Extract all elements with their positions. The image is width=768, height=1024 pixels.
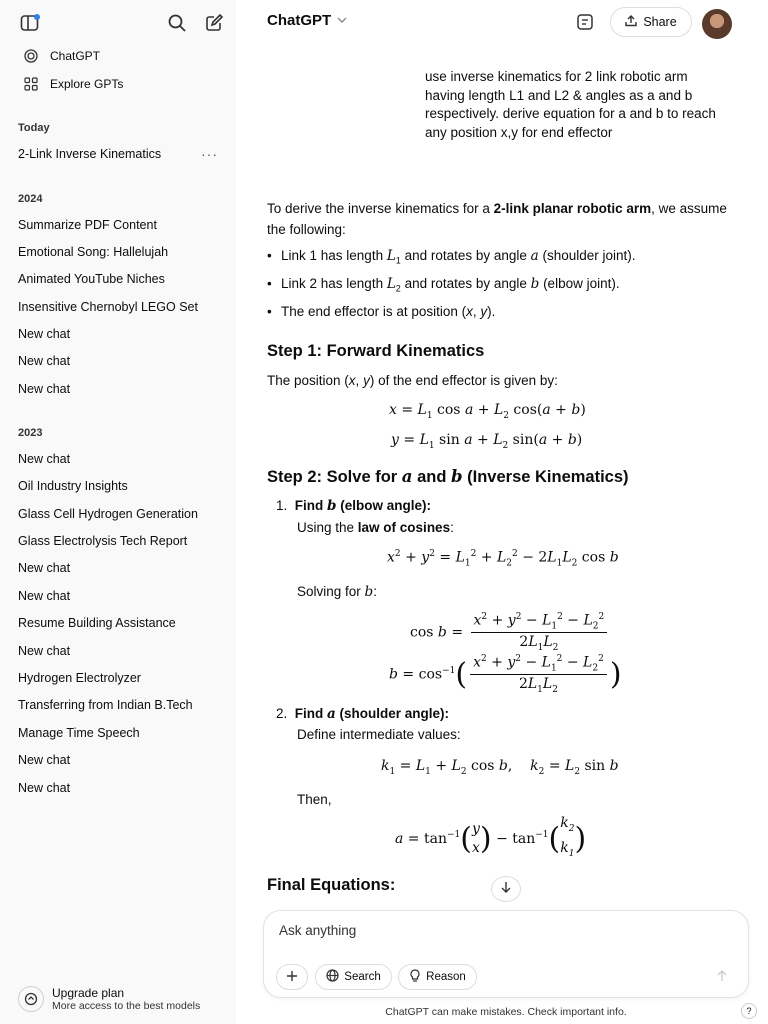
share-button[interactable] — [610, 7, 692, 37]
chat-item[interactable]: New chat — [18, 452, 71, 466]
chat-item[interactable]: Oil Industry Insights — [18, 479, 128, 493]
disclaimer: ChatGPT can make mistakes. Check important info. — [385, 1006, 627, 1018]
plus-icon — [286, 970, 298, 985]
new-chat-icon[interactable] — [202, 11, 226, 35]
step2-heading: Step 2: Solve for a and b (Inverse Kinematics) — [267, 467, 629, 486]
search-icon[interactable] — [165, 11, 189, 35]
chat-item[interactable]: Resume Building Assistance — [18, 616, 176, 630]
grid-icon — [20, 77, 42, 91]
avatar[interactable] — [702, 9, 732, 39]
model-name: ChatGPT — [267, 12, 332, 29]
scroll-down-button[interactable] — [491, 876, 521, 902]
share-label: Share — [643, 15, 677, 29]
chat-item[interactable]: New chat — [18, 561, 71, 575]
upgrade-icon — [18, 986, 44, 1012]
share-icon — [625, 15, 637, 30]
upgrade-title: Upgrade plan — [52, 986, 125, 1000]
chat-item[interactable]: New chat — [18, 354, 71, 368]
sidebar-item-explore-gpts[interactable] — [10, 71, 226, 97]
chat-item-label: 2-Link Inverse Kinematics — [18, 147, 162, 161]
toggle-sidebar-icon[interactable] — [18, 11, 42, 35]
bullet-link1: • Link 1 has length $L_1$ and rotates by angle a (shoulder joint). — [281, 248, 636, 266]
section-heading-2024: 2024 — [18, 193, 43, 205]
chat-item-active[interactable] — [10, 141, 228, 167]
bullet-end-effector: • The end effector is at position (x, y). — [281, 304, 495, 319]
model-selector[interactable] — [267, 12, 347, 29]
arrow-up-icon — [716, 969, 728, 987]
chat-options-icon[interactable]: ··· — [201, 146, 218, 162]
composer — [263, 910, 749, 998]
law-of-cosines-text: Using the law of cosines: — [297, 520, 454, 535]
chatgpt-logo-icon — [20, 48, 42, 64]
search-label: Search — [344, 971, 381, 983]
section-heading-2023: 2023 — [18, 427, 43, 439]
chat-item[interactable]: Hydrogen Electrolyzer — [18, 671, 141, 685]
then-text: Then, — [297, 792, 332, 807]
globe-icon — [326, 969, 339, 985]
equation-cosines: $x^2 + y^2 = L_1^2 + L_2^2 - 2L_1L_2$ cos b — [387, 549, 619, 569]
chat-item[interactable]: New chat — [18, 753, 71, 767]
sidebar — [0, 0, 236, 1024]
chat-item[interactable]: Transferring from Indian B.Tech — [18, 698, 193, 712]
equation-b: $b = \cos^{-1}$( $\frac{x^2 + y^2 - L_1^2 - L_2^2}{2L_1L_2}$ ) — [389, 654, 622, 696]
chat-item[interactable]: New chat — [18, 589, 71, 603]
bullet-link2: • Link 2 has length $L_2$ and rotates by angle b (elbow joint). — [281, 276, 620, 294]
reason-button[interactable] — [398, 964, 477, 990]
chat-item[interactable]: New chat — [18, 327, 71, 341]
sidebar-toolbar — [0, 8, 236, 36]
user-message: use inverse kinematics for 2 link robotic arm having length L1 and L2 & angles as a and b respectively. derive equation for a and b to reach any position x,y for end effector — [425, 69, 716, 140]
chevron-down-icon — [337, 15, 347, 27]
response-intro: To derive the inverse kinematics for a 2-link planar robotic arm, we assume the following: — [267, 201, 727, 237]
send-button[interactable] — [710, 966, 734, 990]
final-equations-heading: Final Equations: — [267, 876, 396, 894]
chat-item[interactable]: Emotional Song: Hallelujah — [18, 245, 169, 259]
canvas-icon[interactable] — [574, 11, 596, 33]
chat-item[interactable]: New chat — [18, 382, 71, 396]
chat-item[interactable]: Summarize PDF Content — [18, 218, 157, 232]
sidebar-item-chatgpt[interactable] — [10, 43, 226, 69]
search-button[interactable] — [315, 964, 392, 990]
chat-item[interactable]: New chat — [18, 781, 71, 795]
chat-item[interactable]: Glass Electrolysis Tech Report — [18, 534, 188, 548]
chat-item[interactable]: New chat — [18, 644, 71, 658]
equation-y: $y = L_1$ $\sin a + L_2$ sin(a + b) — [391, 432, 583, 451]
arrow-down-icon — [500, 880, 512, 898]
attach-button[interactable] — [276, 964, 308, 990]
sidebar-nav-label: Explore GPTs — [50, 77, 124, 91]
solving-text: Solving for b: — [297, 584, 377, 600]
list-item-2: 2. Find a (shoulder angle): — [276, 706, 450, 722]
step1-text: The position (x, y) of the end effector is given by: — [267, 373, 558, 388]
step1-heading: Step 1: Forward Kinematics — [267, 342, 485, 360]
help-button[interactable]: ? — [741, 1003, 757, 1019]
chat-item[interactable]: Manage Time Speech — [18, 726, 140, 740]
reason-label: Reason — [426, 971, 466, 983]
chat-item[interactable]: Animated YouTube Niches — [18, 272, 165, 286]
define-text: Define intermediate values: — [297, 727, 461, 742]
equation-k: $k_1 = L_1 + L_2$ cos b, $k_2 = L_2$ sin b — [381, 758, 619, 777]
equation-cos-b: cos b = $\frac{x^2 + y^2 - L_1^2 - L_2^2}{2L_1L_2}$ — [410, 612, 610, 653]
chat-item[interactable]: Insensitive Chernobyl LEGO Set — [18, 300, 198, 314]
header — [236, 0, 768, 44]
sidebar-nav-label: ChatGPT — [50, 49, 101, 63]
equation-x: $x = L_1$ $\cos a + L_2$ cos(a + b) — [389, 402, 586, 421]
section-heading-today: Today — [18, 122, 50, 134]
chat-item[interactable]: Glass Cell Hydrogen Generation — [18, 507, 198, 521]
message-input[interactable]: Ask anything — [279, 923, 357, 938]
lightbulb-icon — [409, 969, 421, 985]
upgrade-plan-button[interactable] — [18, 982, 228, 1016]
list-item-1: 1. Find b (elbow angle): — [276, 498, 431, 514]
upgrade-subtitle: More access to the best models — [52, 1000, 201, 1012]
equation-a: $a = \tan^{-1}$( y x ) − $\tan^{-1}$( $k_2$ $k_1$ ) — [395, 815, 587, 859]
